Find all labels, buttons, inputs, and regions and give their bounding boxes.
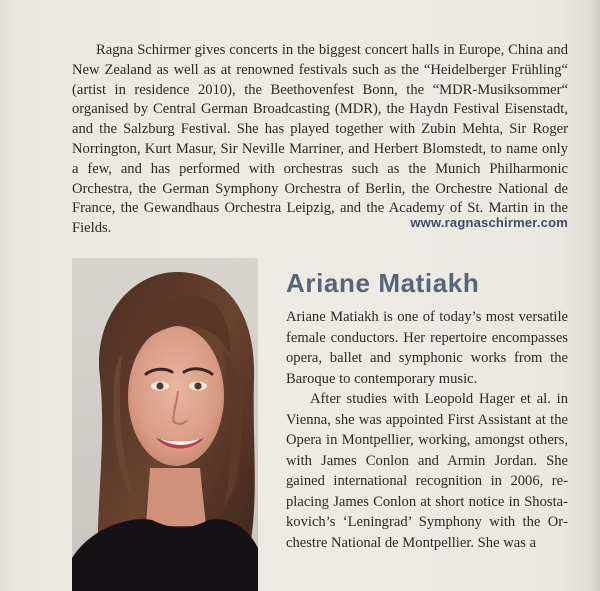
- portrait-photo: [72, 258, 258, 591]
- bio-paragraph-1: Ariane Matiakh is one of today’s most versatile female conductors. Her repertoire encompasses opera, ballet and symphonic works from the Baroque to contemporary music.: [286, 309, 568, 387]
- artist-name-heading: Ariane Matiakh: [286, 268, 480, 298]
- website-link[interactable]: www.ragnaschirmer.com: [410, 215, 568, 230]
- page-edge-shadow: [590, 0, 600, 591]
- bio-paragraph-2: After studies with Leopold Hager et al. in Vienna, she was appointed First Assistant at the Opera in Montpellier, working, amongst others, with James Conlon and Armin Jordan. She gained international recognition in 2006, replacing James Conlon at short notice in Shostakovich’s ‘Leningrad’ Symphony with the Orchestre National de Montpellier. She was a: [286, 391, 568, 551]
- artist-bio: [286, 307, 568, 553]
- intro-paragraph: Ragna Schirmer gives concerts in the biggest concert halls in Europe, China and New Zealand as well as at renowned festivals such as the “Heidelberger Frühling“ (artist in residence 2010), the Beethovenfest Bonn, the “MDR-Musiksommer“ organised by Central German Broadcasting (MDR), the Haydn Festival Eisenstadt, and the Salzburg Festival. She has played together with Zubin Mehta, Sir Roger Norrington, Kurt Masur, Sir Neville Marriner, and Herbert Blomstedt, to name only a few, and has performed with orchestras such as the Munich Philharmonic Orchestra, the German Symphony Orchestra of Berlin, the Orchestre National de France, the Gewandhaus Orchestra Leipzig, and the Academy of St. Martin in the Fields.: [72, 42, 568, 237]
